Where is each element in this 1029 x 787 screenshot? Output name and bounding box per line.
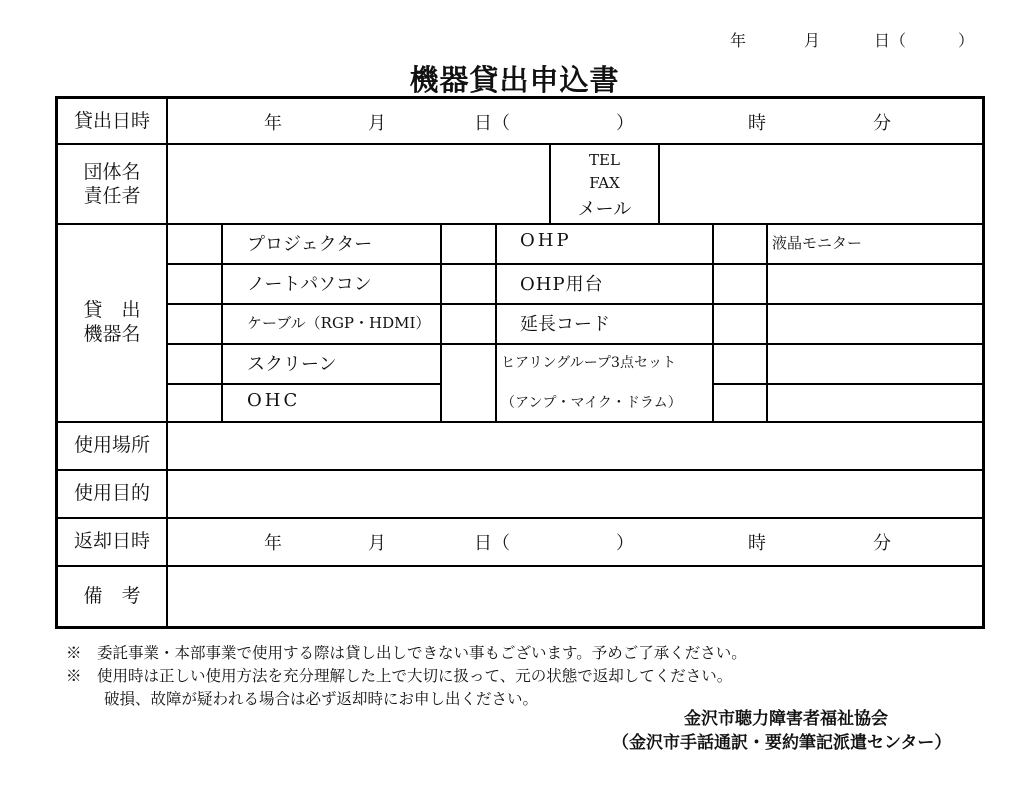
date-close: ） — [958, 31, 975, 50]
equip-projector: プロジェクター — [247, 234, 373, 255]
row-divider — [58, 469, 982, 471]
date-year: 年 — [730, 31, 747, 50]
row-divider — [58, 143, 982, 145]
equip-lcd-monitor: 液晶モニター — [772, 234, 863, 252]
equip-grid-line — [166, 303, 442, 305]
date-month: 月 — [804, 31, 821, 50]
equip-grid-line — [442, 263, 496, 265]
note-2: ※ 使用時は正しい使用方法を充分理解した上で大切に扱って、元の状態で返却してください。 — [66, 667, 733, 685]
equip-grid-line — [712, 303, 982, 305]
return-month: 月 — [368, 533, 386, 554]
equip-cable: ケーブル（RGP・HDMI） — [247, 314, 431, 332]
group-label-line1: 団体名 — [83, 161, 141, 183]
row-divider — [58, 565, 982, 567]
lend-paren-close: ） — [616, 113, 634, 134]
equip-ohc: OHC — [247, 390, 301, 411]
place-label: 使用場所 — [73, 434, 150, 456]
organization-name: 金沢市聴力障害者福祉協会 — [684, 709, 888, 729]
date-day: 日（ — [874, 31, 907, 50]
equip-grid-line — [496, 263, 712, 265]
equip-grid-line — [442, 343, 496, 345]
equip-extension-cord: 延長コード — [520, 314, 610, 335]
equip-grid-line — [712, 343, 982, 345]
equip-grid-line — [442, 303, 496, 305]
row-divider — [58, 517, 982, 519]
equip-grid-line — [166, 343, 442, 345]
equip-dashed-divider — [766, 223, 768, 421]
lend-datetime-label: 貸出日時 — [73, 110, 150, 132]
return-datetime-label: 返却日時 — [73, 530, 150, 552]
contact-mail-label: メール — [577, 199, 632, 220]
lend-year: 年 — [264, 113, 282, 134]
contact-tel-label: TEL — [589, 151, 620, 169]
equip-column-divider — [440, 223, 442, 421]
equip-screen: スクリーン — [247, 354, 337, 375]
organization-sub: （金沢市手話通訳・要約筆記派遣センター） — [612, 733, 952, 753]
label-column-divider — [166, 99, 168, 626]
equip-grid-line — [166, 383, 442, 385]
note-3: 破損、故障が疑われる場合は必ず返却時にお申し出ください。 — [104, 690, 539, 708]
return-paren-close: ） — [616, 533, 634, 554]
equipment-label-line1: 貸 出 — [83, 299, 141, 321]
return-year: 年 — [264, 533, 282, 554]
equipment-label-line2: 機器名 — [83, 323, 141, 345]
equip-grid-line — [712, 263, 982, 265]
equip-grid-line — [496, 303, 712, 305]
lend-day: 日（ — [474, 113, 510, 134]
row-divider — [58, 421, 982, 423]
form-table — [55, 96, 985, 629]
equip-grid-line — [496, 343, 712, 345]
remarks-label: 備 考 — [83, 585, 141, 607]
equip-grid-line — [712, 383, 982, 385]
equip-laptop: ノートパソコン — [247, 274, 372, 295]
lend-hour: 時 — [748, 113, 766, 134]
note-1: ※ 委託事業・本部事業で使用する際は貸し出しできない事もございます。予めご了承ください。 — [66, 644, 747, 662]
application-date — [700, 28, 1000, 54]
return-minute: 分 — [873, 533, 891, 554]
equip-hearing-loop: ヒアリングループ3点セット — [501, 355, 676, 371]
lend-minute: 分 — [873, 113, 891, 134]
equip-column-divider — [712, 223, 714, 421]
contact-fax-label: FAX — [589, 174, 620, 192]
purpose-label: 使用目的 — [73, 482, 150, 504]
lend-month: 月 — [368, 113, 386, 134]
return-hour: 時 — [748, 533, 766, 554]
equip-ohp-stand: OHP用台 — [520, 274, 604, 295]
equip-dashed-divider — [495, 223, 497, 421]
return-day: 日（ — [474, 533, 510, 554]
row-divider — [58, 223, 982, 225]
equip-grid-line — [166, 263, 442, 265]
equip-ohp: OHP — [520, 230, 572, 251]
group-label-line2: 責任者 — [83, 185, 141, 207]
form-title: 機器貸出申込書 — [409, 63, 620, 97]
equip-hearing-loop-detail: （アンプ・マイク・ドラム） — [501, 395, 682, 411]
equip-dashed-divider — [221, 223, 223, 421]
